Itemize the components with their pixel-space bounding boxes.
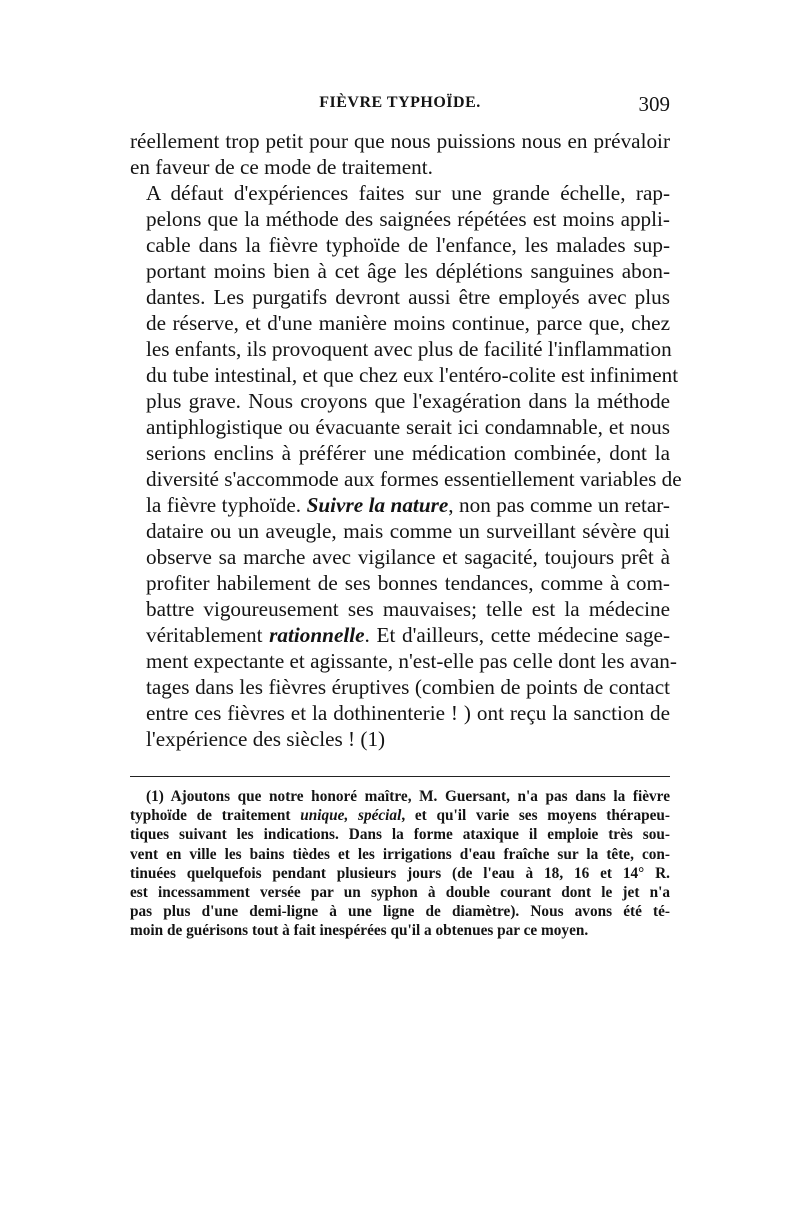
text-run: la fièvre typhoïde. [146, 493, 307, 517]
emphasis-text: rationnelle [269, 623, 365, 647]
footnote-rule [130, 776, 670, 777]
text-line: dantes. Les purgatifs devront aussi être employés avec plus [146, 285, 670, 309]
text-line: pelons que la méthode des saignées répétées est moins appli- [146, 207, 670, 231]
text-line: du tube intestinal, et que chez eux l'entéro-colite est infiniment [146, 363, 679, 387]
paragraph [130, 180, 682, 752]
text-line: plus grave. Nous croyons que l'exagération dans la méthode [146, 389, 670, 413]
paragraph-continuation [130, 128, 670, 180]
footnote-line: vent en ville les bains tièdes et les irrigations d'eau fraîche sur la tête, con- [130, 845, 670, 863]
footnote-line: est incessamment versée par un syphon à double courant dont le jet n'a [130, 883, 670, 901]
text-line: réellement trop petit pour que nous puissions nous en prévaloir [130, 129, 670, 153]
footnote-line [130, 806, 670, 825]
main-text [130, 128, 682, 752]
text-line: les enfants, ils provoquent avec plus de facilité l'inflammation [146, 337, 672, 361]
running-head [130, 94, 670, 120]
footnote-line: pas plus d'une demi-ligne à une ligne de diamètre). Nous avons été té- [130, 903, 670, 921]
text-run: véritablement [146, 623, 270, 647]
text-line: observe sa marche avec vigilance et sagacité, toujours prêt à [146, 545, 670, 569]
text-line: tages dans les fièvres éruptives (combien de points de contact [146, 675, 670, 699]
footnote-line: moin de guérisons tout à fait inespérées qu'il a obtenues par ce moyen. [130, 922, 589, 940]
text-line: diversité s'accommode aux formes essentiellement variables de [146, 467, 682, 491]
footnote-line: (1) Ajoutons que notre honoré maître, M. Guersant, n'a pas dans la fièvre [146, 788, 670, 805]
text-run: . Et d'ailleurs, cette médecine sage- [364, 623, 670, 647]
text-line: ment expectante et agissante, n'est-elle pas celle dont les avan- [146, 649, 677, 673]
text-line: cable dans la fièvre typhoïde de l'enfance, les malades sup- [146, 233, 670, 257]
footnote-line: tinuées quelquefois pendant plusieurs jours (de l'eau à 18, 16 et 14° R. [130, 864, 670, 882]
text-line: A défaut d'expériences faites sur une grande échelle, rap- [146, 181, 670, 205]
page-number: 309 [638, 92, 670, 116]
text-line: l'expérience des siècles ! (1) [146, 727, 386, 751]
text-line: de réserve, et d'une manière moins continue, parce que, chez [146, 311, 670, 335]
text-line [130, 492, 670, 518]
text-line: profiter habilement de ses bonnes tendances, comme à com- [146, 571, 670, 595]
emphasis-text: unique, spécial [300, 807, 402, 825]
text-run: typhoïde de traitement [130, 807, 301, 825]
running-title: FIÈVRE TYPHOÏDE. [319, 94, 481, 111]
text-line [130, 622, 670, 648]
footnote [130, 787, 670, 941]
text-line: antiphlogistique ou évacuante serait ici condamnable, et nous [146, 415, 670, 439]
text-line: serions enclins à préférer une médication combinée, dont la [146, 441, 670, 465]
text-line: portant moins bien à cet âge les déplétions sanguines abon- [146, 259, 670, 283]
text-line: en faveur de ce mode de traitement. [130, 155, 433, 179]
text-run: , non pas comme un retar- [448, 493, 670, 517]
emphasis-text: Suivre la nature [306, 493, 449, 517]
footnote-line: tiques suivant les indications. Dans la forme ataxique il emploie très sou- [130, 826, 670, 844]
text-line: entre ces fièvres et la dothinenterie ! ) ont reçu la sanction de [146, 701, 670, 725]
text-run: , et qu'il varie ses moyens thérapeu- [401, 807, 670, 825]
text-line: dataire ou un aveugle, mais comme un surveillant sévère qui [146, 519, 670, 543]
text-line: battre vigoureusement ses mauvaises; telle est la médecine [146, 597, 670, 621]
